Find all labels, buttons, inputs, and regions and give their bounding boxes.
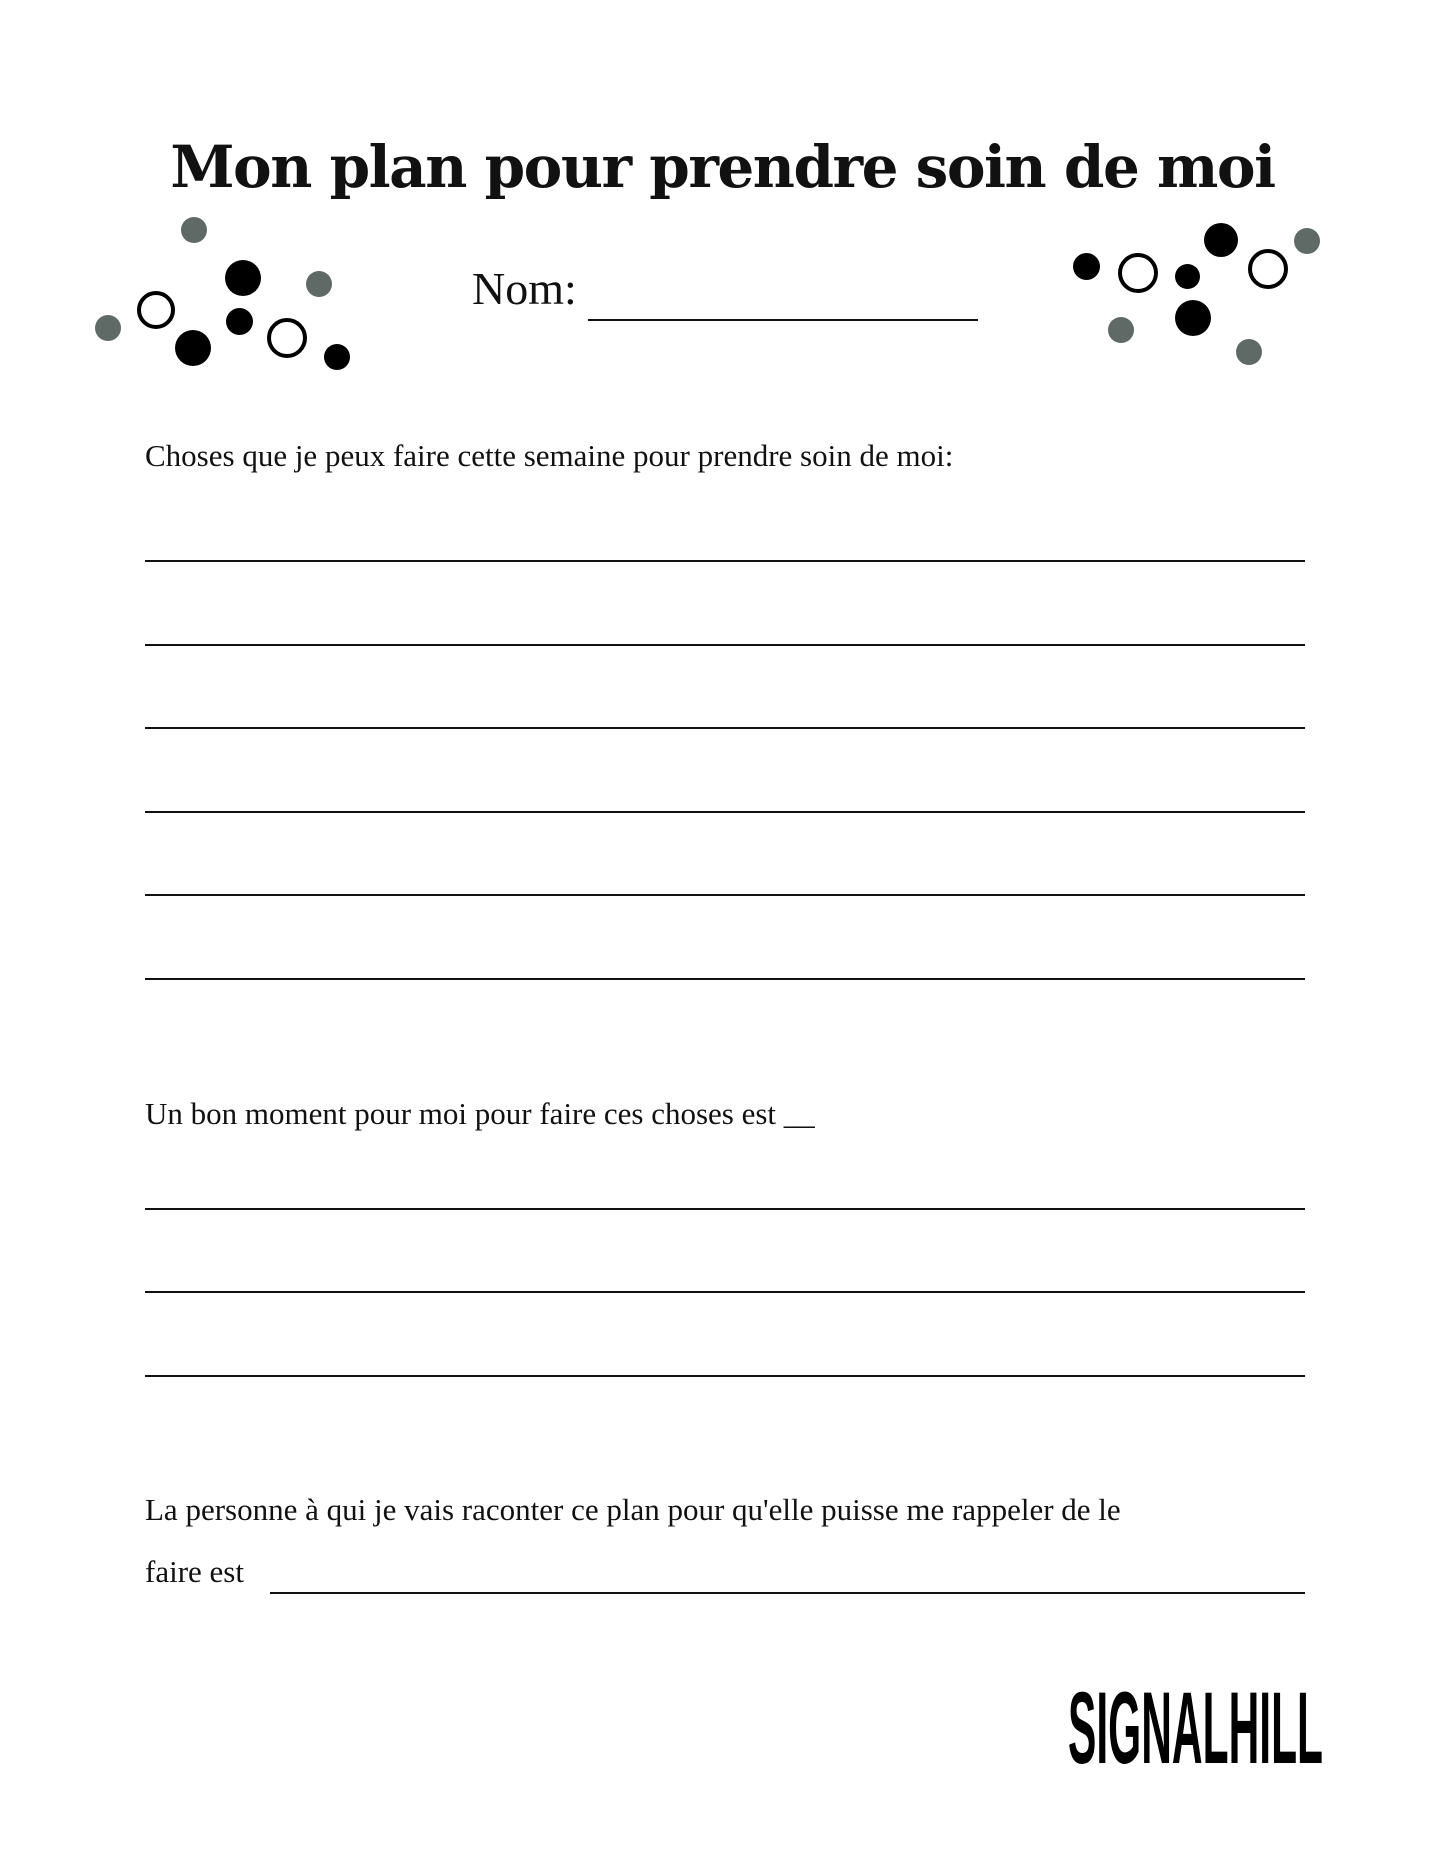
time-answer-line[interactable] [145, 1375, 1305, 1377]
ring-dot-icon [137, 291, 175, 329]
black-dot-icon [1175, 300, 1211, 336]
good-time-prompt: Un bon moment pour moi pour faire ces choses est __ [145, 1096, 815, 1131]
black-dot-icon [175, 330, 211, 366]
grey-dot-icon [306, 271, 332, 297]
activity-answer-line[interactable] [145, 644, 1305, 646]
black-dot-icon [225, 260, 261, 296]
page-title: Mon plan pour prendre soin de moi [170, 133, 1275, 201]
activity-answer-line[interactable] [145, 978, 1305, 980]
grey-dot-icon [181, 217, 207, 243]
name-input-line[interactable] [588, 319, 978, 321]
signalhill-logo [1068, 1683, 1323, 1773]
grey-dot-icon [1236, 339, 1262, 365]
ring-dot-icon [267, 318, 307, 358]
time-answer-line[interactable] [145, 1208, 1305, 1210]
grey-dot-icon [95, 315, 121, 341]
name-label: Nom: [472, 263, 577, 314]
black-dot-icon [1073, 253, 1100, 280]
self-care-activities-prompt: Choses que je peux faire cette semaine pour prendre soin de moi: [145, 438, 954, 473]
grey-dot-icon [1108, 317, 1134, 343]
activity-answer-line[interactable] [145, 894, 1305, 896]
ring-dot-icon [1248, 249, 1288, 289]
black-dot-icon [1204, 223, 1238, 257]
activity-answer-line[interactable] [145, 560, 1305, 562]
time-answer-line[interactable] [145, 1291, 1305, 1293]
reminder-person-prompt-continued: faire est [145, 1554, 244, 1589]
activity-answer-line[interactable] [145, 811, 1305, 813]
black-dot-icon [226, 308, 253, 335]
activity-answer-line[interactable] [145, 727, 1305, 729]
black-dot-icon [324, 344, 350, 370]
grey-dot-icon [1294, 228, 1320, 254]
ring-dot-icon [1118, 253, 1158, 293]
reminder-person-prompt: La personne à qui je vais raconter ce plan pour qu'elle puisse me rappeler de le [145, 1492, 1121, 1527]
black-dot-icon [1175, 264, 1200, 289]
reminder-person-answer-line[interactable] [270, 1592, 1305, 1594]
logo-text: SIGNALHILL [1068, 1683, 1323, 1773]
